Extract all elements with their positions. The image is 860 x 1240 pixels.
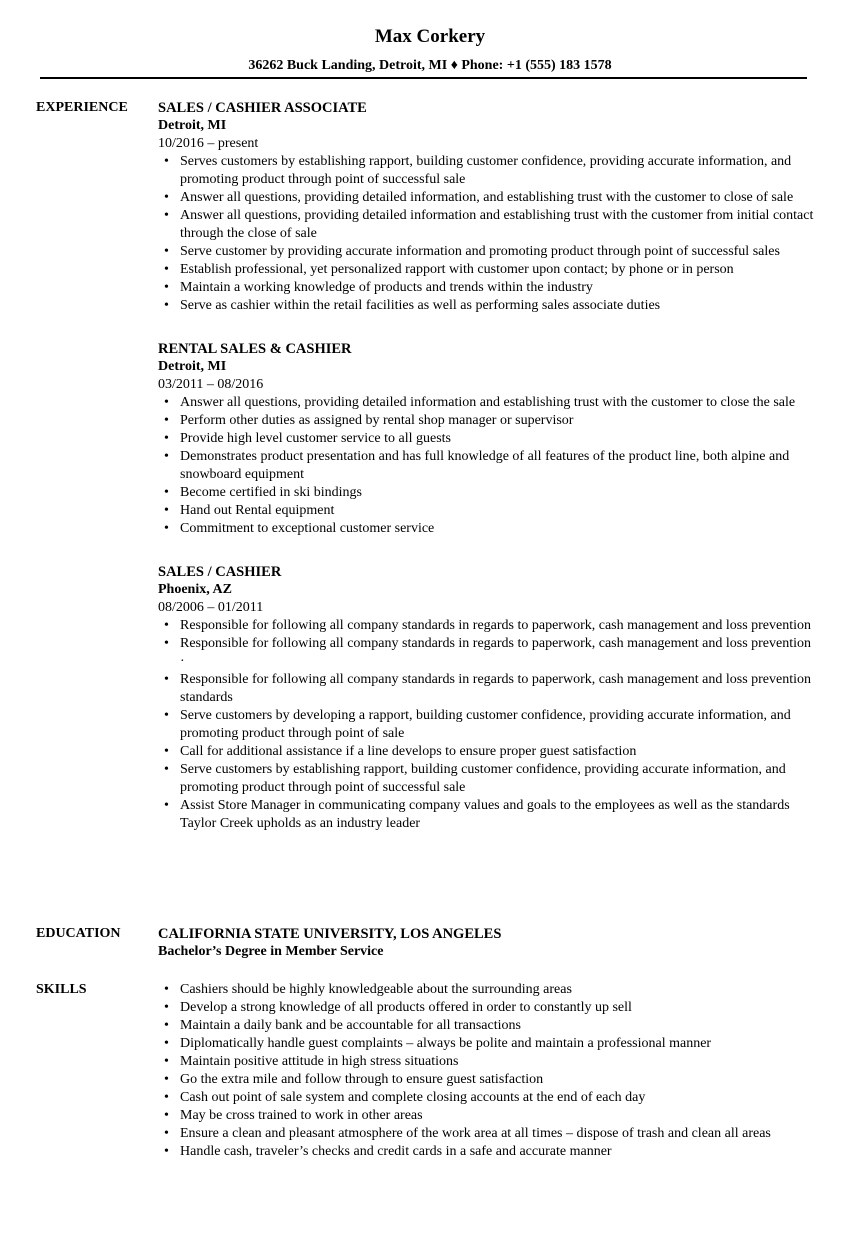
list-item: • Hand out Rental equipment (158, 502, 818, 520)
list-item: • Provide high level customer service to all guests (158, 430, 818, 448)
list-item: • Diplomatically handle guest complaints – always be polite and maintain a professional manner (158, 1035, 818, 1053)
job-location: Phoenix, AZ (158, 582, 232, 597)
header-divider (40, 77, 807, 79)
job-location: Detroit, MI (158, 118, 227, 133)
job-location: Detroit, MI (158, 359, 227, 374)
job-bullets (158, 617, 818, 833)
list-item: • Maintain a daily bank and be accountable for all transactions (158, 1017, 818, 1035)
job-title: SALES / CASHIER ASSOCIATE (158, 100, 367, 116)
list-item: • Serve customers by establishing rapport, building customer confidence, providing accurate information, and promoting product through point of successful sale (158, 761, 818, 797)
list-item: • Responsible for following all company standards in regards to paperwork, cash management and loss prevention standards (158, 671, 818, 707)
section-label-skills: SKILLS (36, 982, 87, 997)
job-dates: 10/2016 – present (158, 136, 259, 151)
job-dates: 08/2006 – 01/2011 (158, 600, 264, 615)
list-item: • Ensure a clean and pleasant atmosphere of the work area at all times – dispose of trash and clean all areas (158, 1125, 818, 1143)
list-item: • Answer all questions, providing detailed information, and establishing trust with the customer to close of sale (158, 189, 818, 207)
section-label-experience: EXPERIENCE (36, 100, 128, 115)
list-item: • Cashiers should be highly knowledgeable about the surrounding areas (158, 981, 818, 999)
list-item: • Responsible for following all company standards in regards to paperwork, cash management and loss prevention · (158, 635, 818, 671)
job-entry (158, 99, 818, 315)
list-item: • Develop a strong knowledge of all products offered in order to constantly up sell (158, 999, 818, 1017)
resume-header (0, 26, 860, 75)
list-item: • Commitment to exceptional customer service (158, 520, 818, 538)
candidate-name: Max Corkery (374, 26, 486, 47)
list-item: • Maintain positive attitude in high stress situations (158, 1053, 818, 1071)
job-title: RENTAL SALES & CASHIER (158, 341, 352, 357)
job-bullets (158, 153, 818, 315)
school-name: CALIFORNIA STATE UNIVERSITY, LOS ANGELES (158, 926, 502, 942)
list-item: • May be cross trained to work in other areas (158, 1107, 818, 1125)
list-item: • Serves customers by establishing rapport, building customer confidence, providing accurate information, and promoting product through point of successful sale (158, 153, 818, 189)
list-item: • Cash out point of sale system and complete closing accounts at the end of each day (158, 1089, 818, 1107)
job-entry (158, 563, 818, 833)
list-item: • Perform other duties as assigned by rental shop manager or supervisor (158, 412, 818, 430)
list-item: • Maintain a working knowledge of products and trends within the industry (158, 279, 818, 297)
job-dates: 03/2011 – 08/2016 (158, 377, 264, 392)
list-item: • Serve as cashier within the retail facilities as well as performing sales associate duties (158, 297, 818, 315)
degree: Bachelor’s Degree in Member Service (158, 944, 384, 959)
list-item: • Serve customers by developing a rapport, building customer confidence, providing accurate information, and promoting product through point of sale (158, 707, 818, 743)
list-item: • Serve customer by providing accurate information and promoting product through point of successful sales (158, 243, 818, 261)
job-bullets (158, 394, 818, 538)
section-label-education: EDUCATION (36, 926, 121, 941)
list-item: • Answer all questions, providing detailed information and establishing trust with the customer from initial contact through the close of sale (158, 207, 818, 243)
list-item: • Establish professional, yet personalized rapport with customer upon contact; by phone or in person (158, 261, 818, 279)
job-entry (158, 340, 818, 538)
list-item: • Responsible for following all company standards in regards to paperwork, cash management and loss prevention (158, 617, 818, 635)
list-item: • Call for additional assistance if a line develops to ensure proper guest satisfaction (158, 743, 818, 761)
job-title: SALES / CASHIER (158, 564, 282, 580)
contact-line: 36262 Buck Landing, Detroit, MI ♦ Phone: +1 (555) 183 1578 (248, 58, 612, 73)
list-item: • Assist Store Manager in communicating company values and goals to the employees as well as the standards Taylor Creek upholds as an industry leader (158, 797, 818, 833)
list-item: • Become certified in ski bindings (158, 484, 818, 502)
list-item: • Go the extra mile and follow through to ensure guest satisfaction (158, 1071, 818, 1089)
list-item: • Answer all questions, providing detailed information and establishing trust with the customer to close the sale (158, 394, 818, 412)
skills-list (158, 981, 818, 1161)
list-item: • Demonstrates product presentation and has full knowledge of all features of the product line, both alpine and snowboard equipment (158, 448, 818, 484)
list-item: • Handle cash, traveler’s checks and credit cards in a safe and accurate manner (158, 1143, 818, 1161)
